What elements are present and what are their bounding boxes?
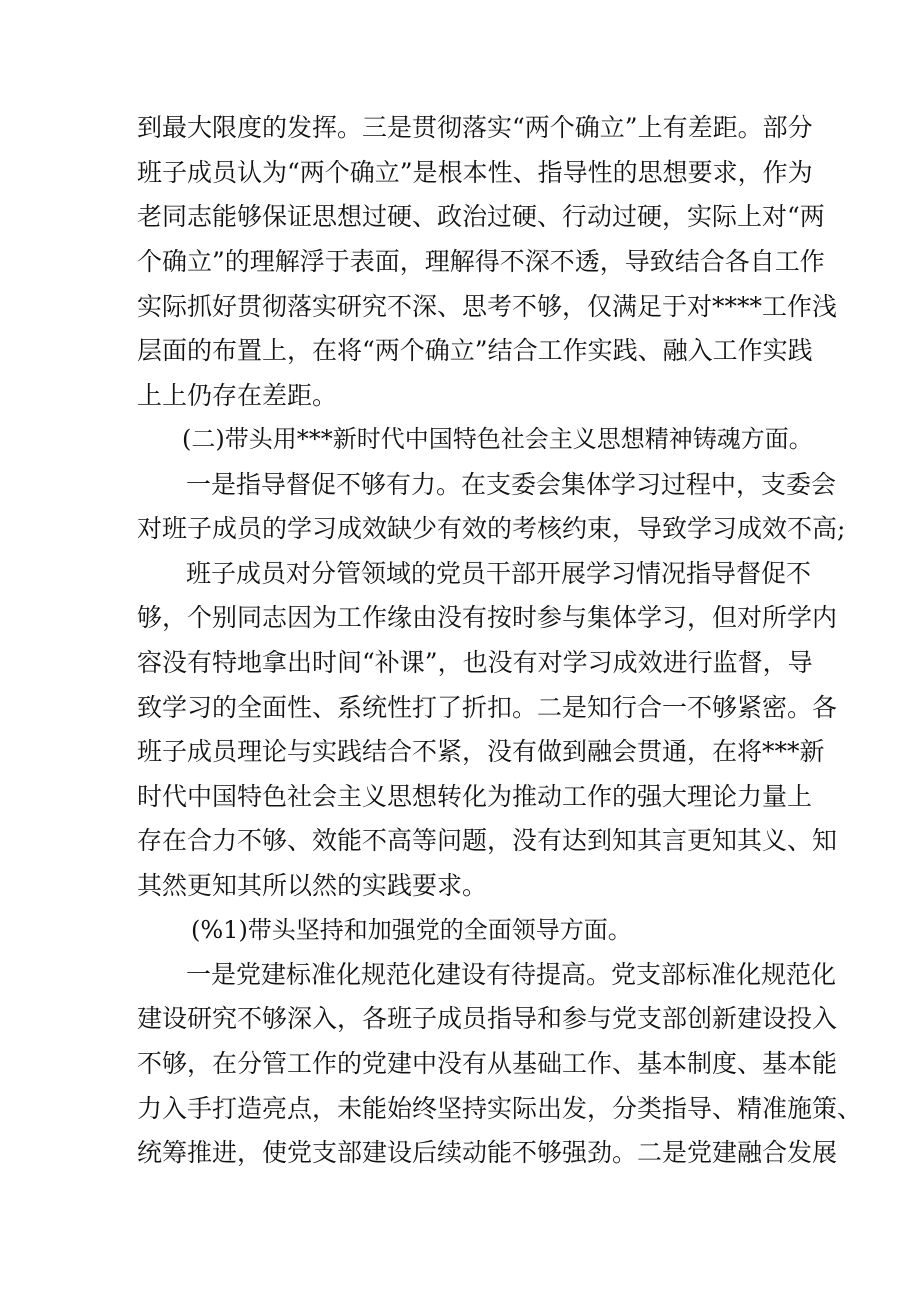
text-line: 到最大限度的发挥。三是贯彻落实“两个确立”上有差距。部分 (137, 113, 813, 142)
text-line: 对班子成员的学习成效缺少有效的考核约束，导致学习成效不高; (137, 514, 846, 543)
text-line: 上上仍存在差距。 (137, 381, 338, 410)
text-line: 时代中国特色社会主义思想转化为推动工作的强大理论力量上 (137, 782, 813, 811)
text-line: 够，个别同志因为工作缘由没有按时参与集体学习，但对所学内 (137, 603, 838, 632)
text-line: 班子成员理论与实践结合不紧，没有做到融会贯通，在将***新 (137, 737, 825, 766)
text-line: 致学习的全面性、系统性打了折扣。二是知行合一不够紧密。各 (137, 693, 838, 722)
section-heading: (二)带头用***新时代中国特色社会主义思想精神铸魂方面。 (182, 425, 813, 453)
text-line: 容没有特地拿出时间“补课”，也没有对学习成效进行监督，导 (137, 648, 813, 677)
paragraph-start-line: 一是党建标准化规范化建设有待提高。党支部标准化规范化 (186, 960, 837, 989)
text-line: 班子成员认为“两个确立”是根本性、指导性的思想要求，作为 (137, 158, 813, 187)
paragraph-start-line: 班子成员对分管领域的党员干部开展学习情况指导督促不 (186, 559, 812, 588)
text-line: 其然更知其所以然的实践要求。 (137, 871, 488, 900)
paragraph-start-line: 一是指导督促不够有力。在支委会集体学习过程中，支委会 (186, 470, 837, 499)
text-line: 个确立”的理解浮于表面，理解得不深不透，导致结合各自工作 (137, 247, 825, 276)
text-line: 实际抓好贯彻落实研究不深、思考不够，仅满足于对****工作浅 (137, 292, 838, 321)
text-line: 统筹推进，使党支部建设后续动能不够强劲。二是党建融合发展 (137, 1138, 838, 1167)
text-line: 层面的布置上，在将“两个确立”结合工作实践、融入工作实践 (137, 336, 813, 365)
text-line: 老同志能够保证思想过硬、政治过硬、行动过硬，实际上对“两 (137, 202, 825, 231)
section-heading: (%1)带头坚持和加强党的全面领导方面。 (191, 916, 632, 944)
text-line: 建设研究不够深入，各班子成员指导和参与党支部创新建设投入 (137, 1004, 838, 1033)
text-line: 不够，在分管工作的党建中没有从基础工作、基本制度、基本能 (137, 1049, 838, 1078)
text-line: 存在合力不够、效能不高等问题，没有达到知其言更知其义、知 (137, 826, 838, 855)
text-line: 力入手打造亮点，未能始终坚持实际出发，分类指导、精准施策、 (137, 1094, 863, 1123)
